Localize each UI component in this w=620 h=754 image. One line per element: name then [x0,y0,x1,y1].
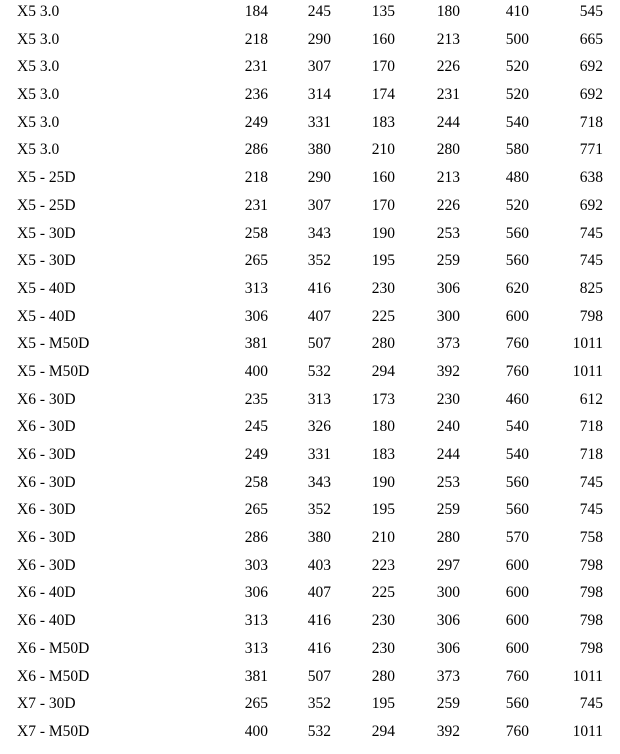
table-row [0,526,620,554]
value-cell-1: 381 [244,667,268,685]
value-cell-4: 240 [436,418,460,436]
value-cell-4: 259 [436,252,460,270]
value-cell-5: 520 [505,86,529,104]
value-cell-1: 231 [244,196,268,214]
model-cell: X6 - 30D [17,473,76,491]
value-cell-2: 352 [307,252,331,270]
value-cell-3: 160 [371,30,395,48]
value-cell-6: 612 [579,390,603,408]
table-row [0,498,620,526]
model-cell: X5 - M50D [17,362,90,380]
value-cell-1: 306 [244,584,268,602]
value-cell-1: 381 [244,335,268,353]
model-cell: X5 - 30D [17,224,76,242]
table-row [0,166,620,194]
value-cell-3: 195 [371,501,395,519]
value-cell-2: 407 [307,307,331,325]
table-row [0,665,620,693]
value-cell-3: 190 [371,224,395,242]
table-row [0,305,620,333]
value-cell-6: 638 [579,169,603,187]
model-cell: X6 - 40D [17,584,76,602]
table-row [0,28,620,56]
value-cell-6: 545 [579,3,603,20]
value-cell-2: 290 [307,30,331,48]
value-cell-6: 1011 [572,362,603,380]
value-cell-5: 500 [505,30,529,48]
value-cell-3: 160 [371,169,395,187]
value-cell-3: 280 [371,667,395,685]
value-cell-5: 760 [505,362,529,380]
value-cell-4: 231 [436,86,460,104]
value-cell-5: 760 [505,722,529,740]
value-cell-6: 798 [579,584,603,602]
value-cell-3: 210 [371,141,395,159]
value-cell-2: 352 [307,501,331,519]
value-cell-5: 540 [505,446,529,463]
table-row [0,692,620,720]
value-cell-4: 259 [436,695,460,713]
value-cell-1: 235 [244,390,268,408]
value-cell-4: 392 [436,722,460,740]
value-cell-3: 180 [371,418,395,436]
value-cell-6: 771 [579,141,603,159]
value-cell-6: 798 [579,639,603,657]
table-row [0,581,620,609]
value-cell-6: 692 [579,58,603,76]
value-cell-2: 532 [307,722,331,740]
value-cell-3: 225 [371,307,395,325]
value-cell-1: 236 [244,86,268,104]
value-cell-2: 352 [307,695,331,713]
value-cell-6: 718 [579,113,603,131]
value-cell-6: 825 [579,279,603,297]
table-row [0,554,620,582]
value-cell-5: 580 [505,141,529,159]
table-row [0,443,620,471]
value-cell-6: 692 [579,196,603,214]
value-cell-3: 135 [371,3,395,20]
value-cell-2: 313 [307,390,331,408]
value-cell-5: 620 [505,279,529,297]
value-cell-1: 286 [244,529,268,547]
value-cell-6: 665 [579,30,603,48]
value-cell-2: 416 [307,612,331,630]
value-cell-5: 760 [505,335,529,353]
value-cell-3: 195 [371,252,395,270]
value-cell-6: 692 [579,86,603,104]
value-cell-3: 174 [371,86,395,104]
value-cell-1: 265 [244,252,268,270]
model-cell: X5 - 25D [17,169,76,187]
value-cell-5: 560 [505,473,529,491]
value-cell-1: 400 [244,722,268,740]
value-cell-6: 798 [579,556,603,574]
value-cell-2: 416 [307,639,331,657]
value-cell-4: 226 [436,196,460,214]
value-cell-6: 1011 [572,667,603,685]
value-cell-5: 560 [505,252,529,270]
value-cell-1: 258 [244,473,268,491]
value-cell-1: 258 [244,224,268,242]
value-cell-5: 760 [505,667,529,685]
value-cell-5: 600 [505,612,529,630]
table-row [0,222,620,250]
value-cell-5: 560 [505,224,529,242]
value-cell-1: 313 [244,612,268,630]
value-cell-2: 507 [307,667,331,685]
value-cell-2: 507 [307,335,331,353]
value-cell-1: 231 [244,58,268,76]
table-row [0,83,620,111]
table-row [0,0,620,28]
value-cell-5: 410 [505,3,529,20]
model-cell: X7 - M50D [17,722,90,740]
value-cell-1: 313 [244,639,268,657]
value-cell-3: 294 [371,722,395,740]
value-cell-4: 253 [436,224,460,242]
table-row [0,637,620,665]
value-cell-3: 210 [371,529,395,547]
value-cell-4: 373 [436,335,460,353]
value-cell-5: 540 [505,113,529,131]
value-cell-1: 245 [244,418,268,436]
model-cell: X6 - 30D [17,556,76,574]
value-cell-3: 170 [371,196,395,214]
value-cell-5: 570 [505,529,529,547]
value-cell-4: 244 [436,113,460,131]
model-cell: X5 - M50D [17,335,90,353]
value-cell-1: 400 [244,362,268,380]
value-cell-6: 718 [579,418,603,436]
value-cell-4: 392 [436,362,460,380]
value-cell-1: 286 [244,141,268,159]
value-cell-3: 230 [371,612,395,630]
value-cell-5: 600 [505,307,529,325]
value-cell-6: 1011 [572,722,603,740]
value-cell-1: 265 [244,501,268,519]
value-cell-3: 195 [371,695,395,713]
model-cell: X6 - 30D [17,446,76,463]
value-cell-4: 213 [436,169,460,187]
value-cell-5: 540 [505,418,529,436]
value-cell-3: 173 [371,390,395,408]
value-cell-5: 560 [505,501,529,519]
value-cell-4: 280 [436,529,460,547]
model-cell: X5 3.0 [17,3,60,20]
value-cell-1: 184 [244,3,268,20]
value-cell-1: 303 [244,556,268,574]
value-cell-2: 331 [307,446,331,463]
value-cell-4: 300 [436,584,460,602]
model-cell: X6 - 30D [17,390,76,408]
value-cell-3: 183 [371,113,395,131]
value-cell-6: 718 [579,446,603,463]
table-row [0,332,620,360]
value-cell-4: 180 [436,3,460,20]
value-cell-4: 373 [436,667,460,685]
table-row [0,415,620,443]
value-cell-1: 265 [244,695,268,713]
value-cell-2: 307 [307,58,331,76]
value-cell-3: 223 [371,556,395,574]
table-row [0,277,620,305]
value-cell-1: 249 [244,113,268,131]
table-row [0,388,620,416]
value-cell-5: 600 [505,584,529,602]
value-cell-4: 306 [436,279,460,297]
value-cell-2: 380 [307,529,331,547]
table-row [0,111,620,139]
model-cell: X6 - M50D [17,667,90,685]
value-cell-6: 798 [579,307,603,325]
value-cell-2: 245 [307,3,331,20]
model-cell: X6 - 30D [17,418,76,436]
value-cell-2: 290 [307,169,331,187]
value-cell-5: 460 [505,390,529,408]
value-cell-3: 294 [371,362,395,380]
value-cell-1: 218 [244,30,268,48]
value-cell-2: 314 [307,86,331,104]
value-cell-4: 230 [436,390,460,408]
value-cell-5: 600 [505,556,529,574]
value-cell-3: 280 [371,335,395,353]
model-cell: X5 - 25D [17,196,76,214]
table-row [0,720,620,748]
value-cell-6: 745 [579,473,603,491]
value-cell-4: 300 [436,307,460,325]
value-cell-6: 745 [579,501,603,519]
value-cell-2: 416 [307,279,331,297]
value-cell-6: 798 [579,612,603,630]
value-cell-4: 244 [436,446,460,463]
value-cell-5: 480 [505,169,529,187]
model-cell: X6 - M50D [17,639,90,657]
value-cell-4: 259 [436,501,460,519]
model-cell: X5 - 30D [17,252,76,270]
model-cell: X6 - 40D [17,612,76,630]
value-cell-2: 407 [307,584,331,602]
value-cell-1: 249 [244,446,268,463]
value-cell-6: 1011 [572,335,603,353]
value-cell-5: 520 [505,58,529,76]
table-row [0,55,620,83]
table-row [0,138,620,166]
table-row [0,360,620,388]
value-cell-1: 313 [244,279,268,297]
value-cell-2: 307 [307,196,331,214]
value-cell-5: 600 [505,639,529,657]
value-cell-3: 183 [371,446,395,463]
value-cell-6: 745 [579,224,603,242]
model-cell: X6 - 30D [17,501,76,519]
value-cell-2: 403 [307,556,331,574]
value-cell-6: 758 [579,529,603,547]
model-cell: X5 3.0 [17,113,60,131]
value-cell-2: 331 [307,113,331,131]
table-row [0,609,620,637]
value-cell-5: 560 [505,695,529,713]
model-cell: X5 3.0 [17,86,60,104]
value-cell-5: 520 [505,196,529,214]
value-cell-6: 745 [579,252,603,270]
table-row [0,471,620,499]
value-cell-3: 230 [371,639,395,657]
value-cell-4: 306 [436,612,460,630]
model-cell: X5 3.0 [17,58,60,76]
value-cell-2: 343 [307,473,331,491]
value-cell-4: 253 [436,473,460,491]
value-cell-6: 745 [579,695,603,713]
value-cell-4: 306 [436,639,460,657]
table-row [0,249,620,277]
value-cell-3: 225 [371,584,395,602]
value-cell-2: 326 [307,418,331,436]
value-cell-1: 306 [244,307,268,325]
model-cell: X5 3.0 [17,141,60,159]
value-cell-2: 380 [307,141,331,159]
value-cell-3: 190 [371,473,395,491]
value-cell-3: 230 [371,279,395,297]
model-cell: X7 - 30D [17,695,76,713]
value-cell-4: 213 [436,30,460,48]
value-cell-2: 532 [307,362,331,380]
value-cell-3: 170 [371,58,395,76]
table-row [0,194,620,222]
model-cell: X5 3.0 [17,30,60,48]
model-cell: X5 - 40D [17,279,76,297]
value-cell-4: 226 [436,58,460,76]
model-cell: X5 - 40D [17,307,76,325]
value-cell-2: 343 [307,224,331,242]
model-cell: X6 - 30D [17,529,76,547]
value-cell-4: 280 [436,141,460,159]
value-cell-4: 297 [436,556,460,574]
value-cell-1: 218 [244,169,268,187]
